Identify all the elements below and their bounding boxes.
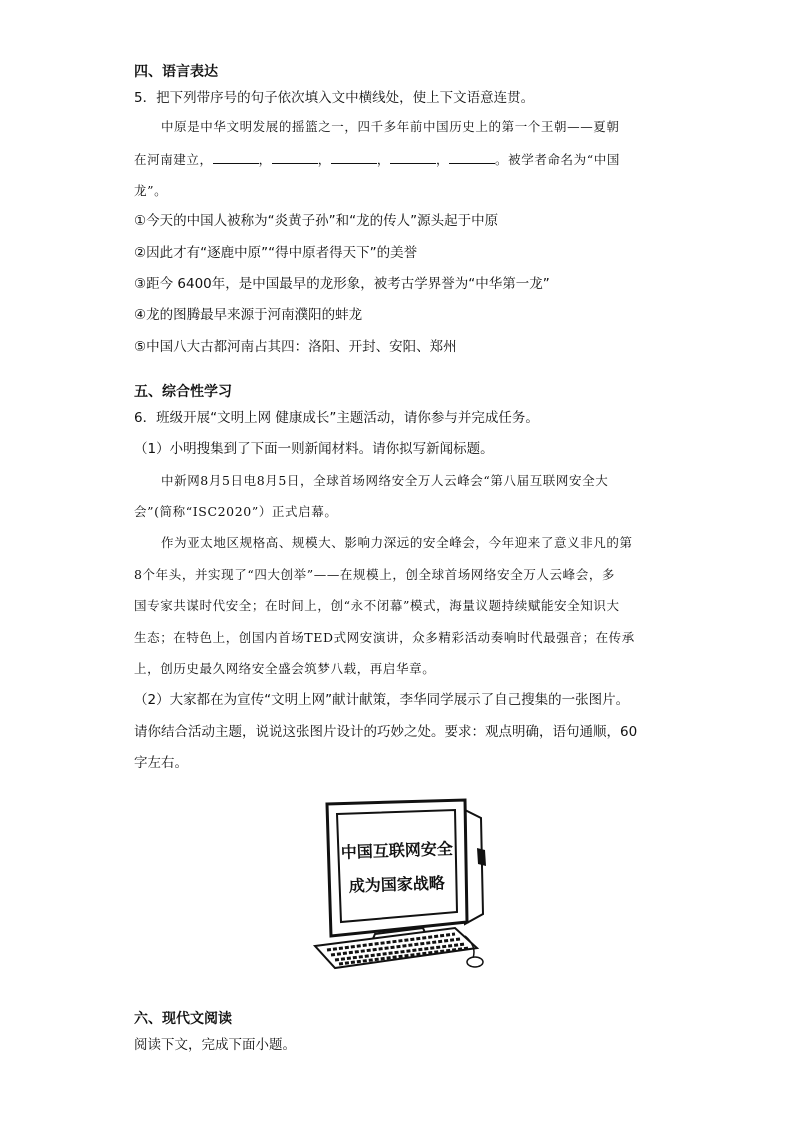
screen-text-line-2: 成为国家战略	[348, 873, 446, 896]
fill-blank-1[interactable]	[213, 150, 259, 164]
option-4: ④龙的图腾最早来源于河南濮阳的蚌龙	[134, 307, 363, 323]
passage-line-3: 龙”。	[134, 183, 168, 198]
fill-blank-5[interactable]	[449, 150, 495, 164]
sub-question-2-line-1: （2）大家都在为宣传“文明上网”献计献策，李华同学展示了自己搜集的一张图片。	[134, 692, 630, 708]
passage-line-1: 中原是中华文明发展的摇篮之一，四千多年前中国历史上的第一个王朝——夏朝	[161, 119, 620, 134]
fill-blank-4[interactable]	[390, 150, 436, 164]
sub-question-2-line-2: 请你结合活动主题，说说这张图片设计的巧妙之处。要求：观点明确，语句通顺，60	[134, 724, 638, 740]
sub-question-1: （1）小明搜集到了下面一则新闻材料。请你拟写新闻标题。	[134, 441, 494, 457]
option-2: ②因此才有“逐鹿中原”“得中原者得天下”的美誉	[134, 245, 418, 261]
section-5-heading: 五、综合性学习	[134, 384, 232, 400]
news-line-6: 生态；在特色上，创国内首场TED式网安演讲，众多精彩活动奏响时代最强音；在传承	[134, 630, 635, 645]
news-line-1: 中新网8月5日电8月5日，全球首场网络安全万人云峰会“第八届互联网安全大	[161, 473, 609, 488]
section-6-heading: 六、现代文阅读	[134, 1011, 232, 1027]
news-line-3: 作为亚太地区规格高、规模大、影响力深远的安全峰会，今年迎来了意义非凡的第	[161, 535, 633, 550]
passage-line-2	[134, 150, 620, 170]
separator: ，	[317, 152, 331, 167]
computer-monitor-keyboard-cartoon-icon	[305, 796, 490, 971]
passage-line-2-start: 在河南建立，	[134, 152, 213, 167]
news-line-7: 上，创历史最久网络安全盛会筑梦八载，再启华章。	[134, 661, 436, 676]
news-line-5: 国专家共谋时代安全；在时间上，创“永不闭幕”模式，海量议题持续赋能安全知识大	[134, 598, 620, 613]
separator: ，	[376, 152, 390, 167]
separator: ，	[435, 152, 450, 167]
news-line-2: 会”(简称“ISC2020”）正式启幕。	[134, 504, 338, 519]
question-5-stem: 5．把下列带序号的句子依次填入文中横线处，使上下文语意连贯。	[134, 90, 535, 106]
question-6-stem: 6．班级开展“文明上网 健康成长”主题活动，请你参与并完成任务。	[134, 410, 539, 426]
news-line-4: 8个年头，并实现了“四大创举”——在规模上，创全球首场网络安全万人云峰会，多	[134, 567, 616, 582]
option-5: ⑤中国八大古都河南占其四：洛阳、开封、安阳、郑州	[134, 339, 457, 355]
option-1: ①今天的中国人被称为“炎黄子孙”和“龙的传人”源头起于中原	[134, 213, 499, 229]
separator: ，	[258, 152, 272, 167]
section-6-instruction: 阅读下文，完成下面小题。	[134, 1037, 296, 1053]
fill-blank-2[interactable]	[272, 150, 318, 164]
section-4-heading: 四、语言表达	[134, 64, 218, 80]
passage-line-2-end: 。被学者命名为“中国	[495, 152, 620, 167]
fill-blank-3[interactable]	[331, 150, 377, 164]
screen-text-line-1: 中国互联网安全	[340, 839, 454, 862]
sub-question-2-line-3: 字左右。	[134, 755, 188, 771]
option-3: ③距今 6400年，是中国最早的龙形象，被考古学界誉为“中华第一龙”	[134, 276, 550, 292]
